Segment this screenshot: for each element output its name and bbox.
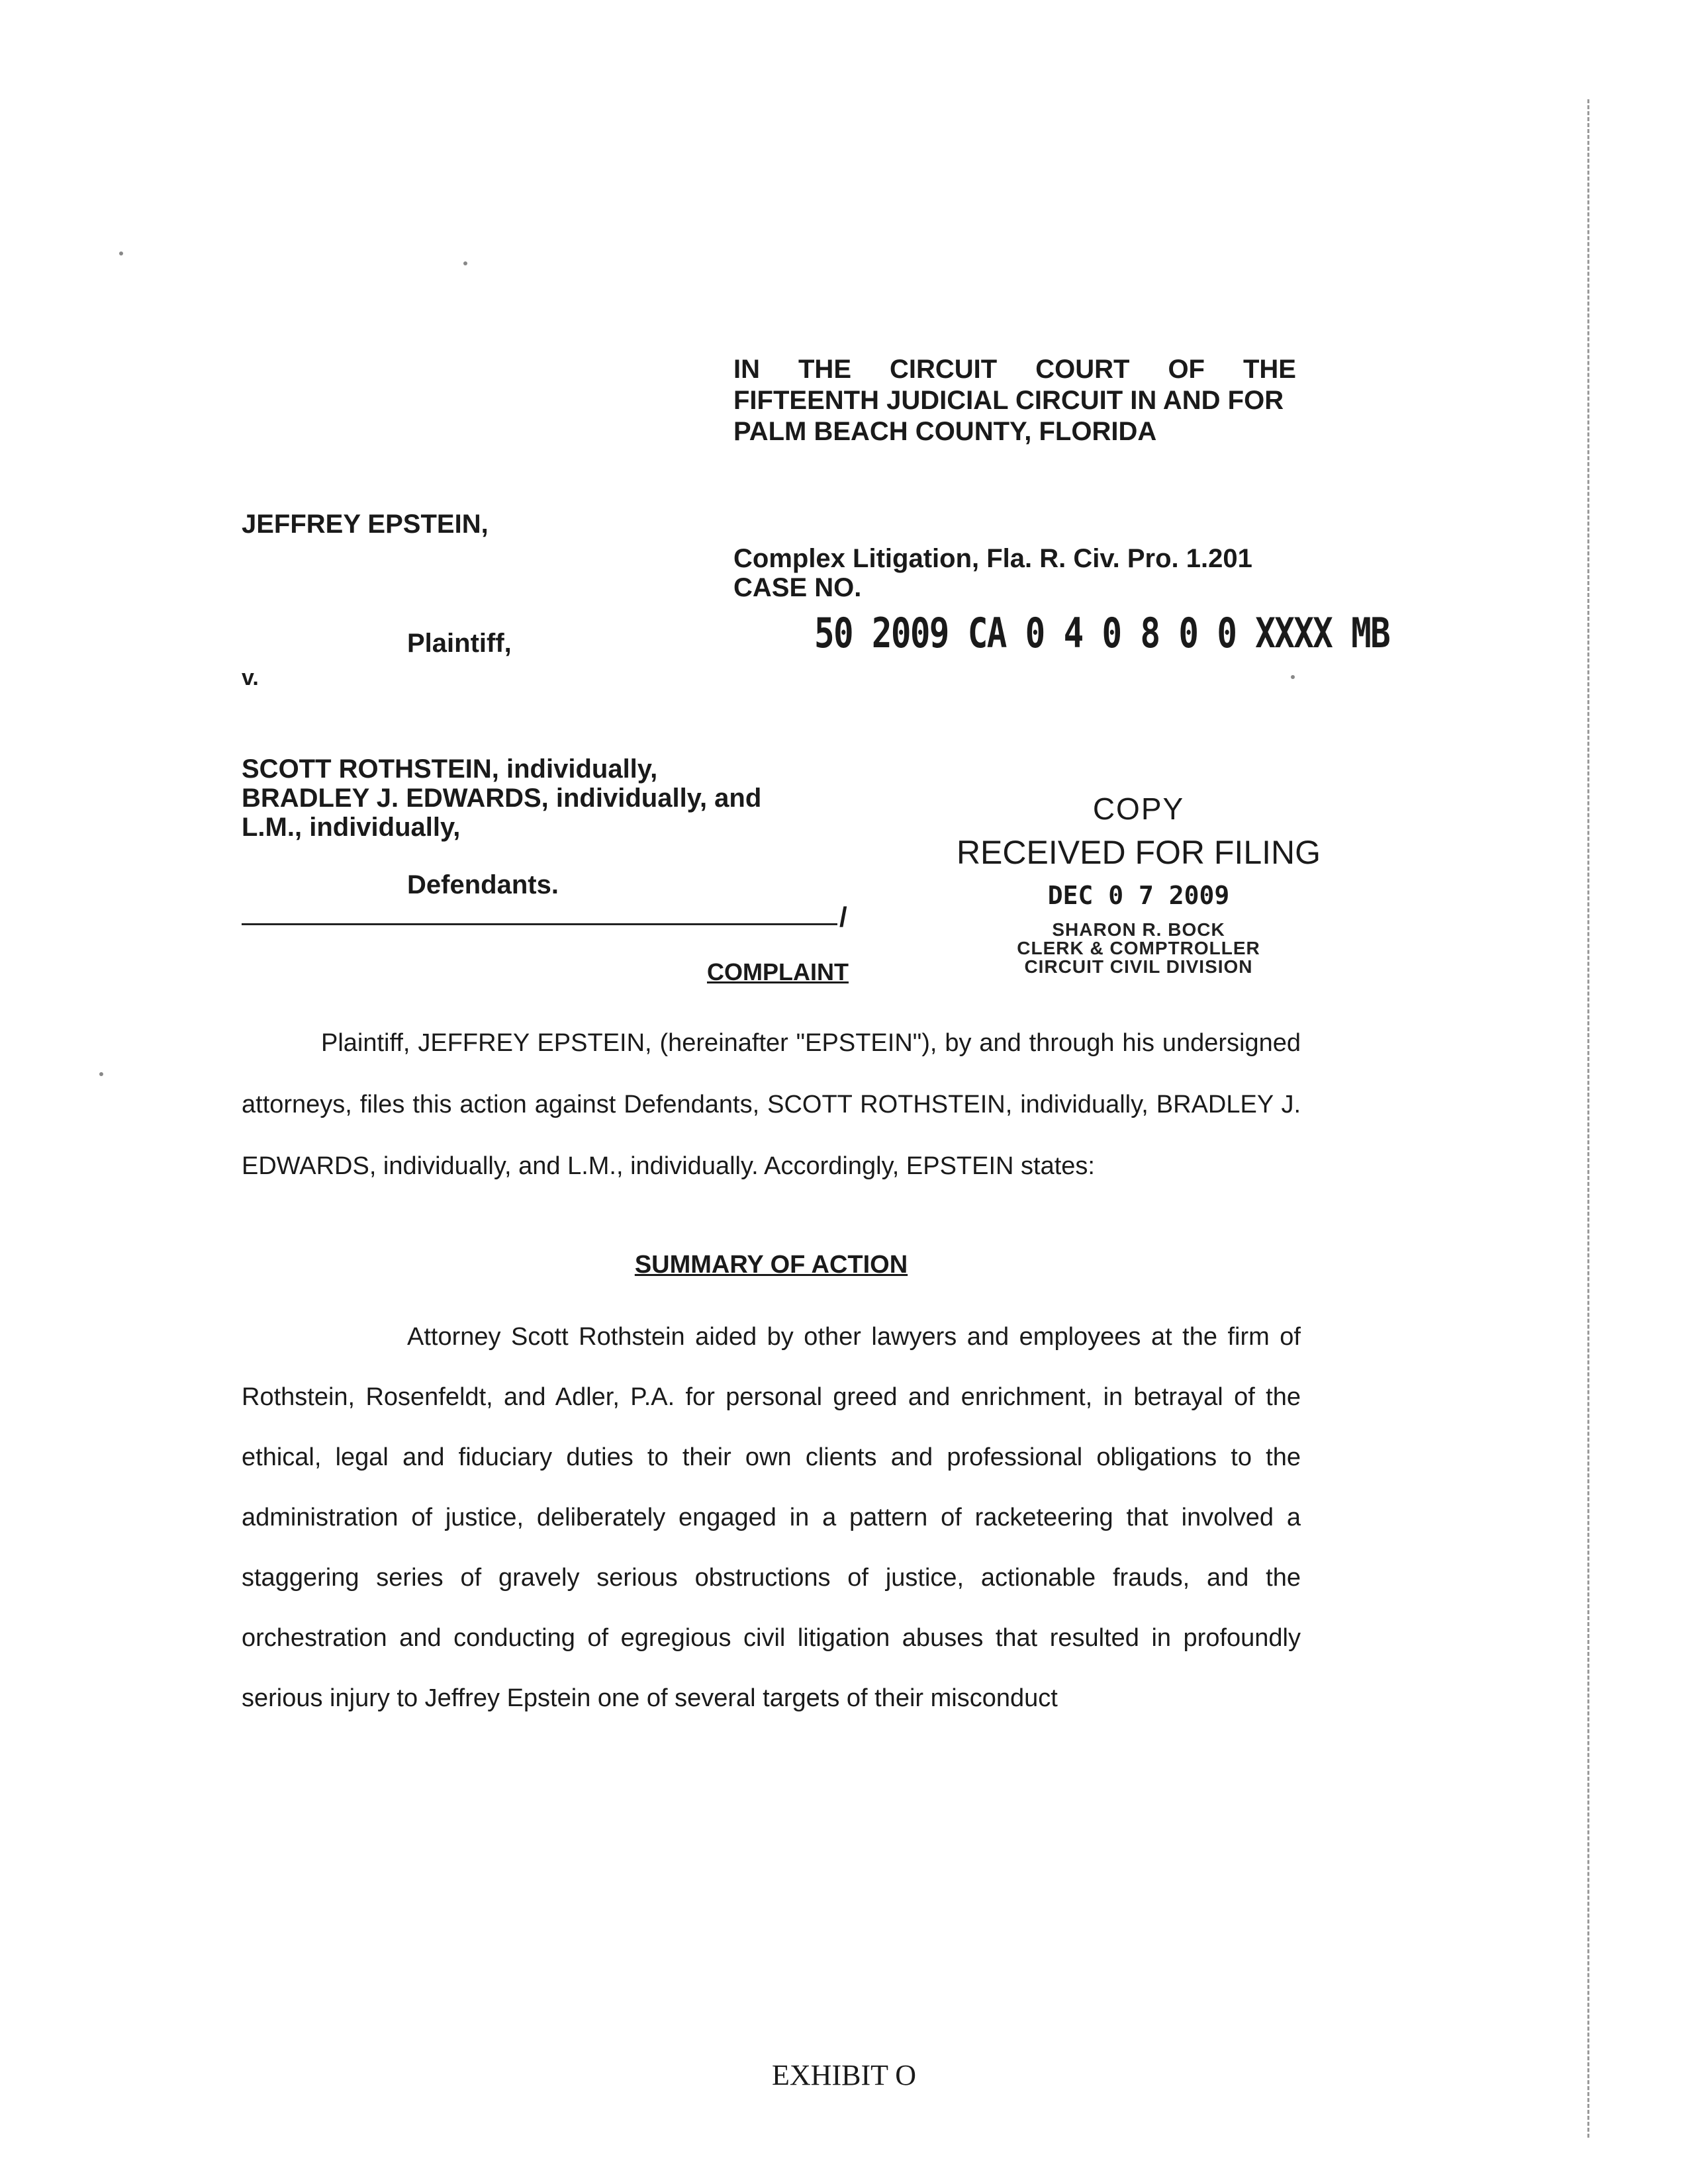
court-word: THE <box>798 355 851 384</box>
court-word: OF <box>1168 355 1205 384</box>
document-title: COMPLAINT <box>707 958 849 985</box>
stamp-clerk-name: SHARON R. BOCK <box>1052 919 1225 940</box>
filing-stamp <box>953 791 1324 976</box>
stamp-date: DEC 0 7 2009 <box>1047 881 1230 910</box>
scan-speck <box>99 1072 103 1076</box>
defendants-label: Defendants. <box>407 870 559 899</box>
case-info <box>733 544 1296 602</box>
stamp-clerk-block <box>1000 921 1278 976</box>
court-line-2: FIFTEENTH JUDICIAL CIRCUIT IN AND FOR <box>733 386 1284 415</box>
scan-speck <box>119 251 123 255</box>
caption-divider <box>242 923 837 925</box>
intro-text: Plaintiff, JEFFREY EPSTEIN, (hereinafter "EPSTEIN"), by and through his undersigned attorneys, files this action against Defendants, SCOTT ROTHSTEIN, individually, BRADLEY J. EDWARDS, individually, and L.M., individually. Accordingly, EPSTEIN states: <box>242 1029 1301 1180</box>
court-word: COURT <box>1035 355 1130 384</box>
defendant-1: SCOTT ROTHSTEIN, individually, <box>242 754 658 784</box>
caption-slash: / <box>839 901 847 933</box>
section-title: SUMMARY OF ACTION <box>634 1251 908 1279</box>
exhibit-label: EXHIBIT O <box>772 2059 916 2091</box>
defendant-3: L.M., individually, <box>242 813 461 842</box>
stamp-copy: COPY <box>1092 792 1185 826</box>
versus-label: v. <box>242 665 259 690</box>
scan-speck <box>1291 675 1295 679</box>
case-number: 50 2009 CA 0 4 0 8 0 0 XXXX MB <box>814 609 1390 657</box>
case-no-label: CASE NO. <box>733 573 862 602</box>
defendants-list <box>242 754 761 842</box>
stamp-clerk-title: CLERK & COMPTROLLER <box>1017 938 1260 958</box>
court-line-3: PALM BEACH COUNTY, FLORIDA <box>733 417 1157 446</box>
plaintiff-label: Plaintiff, <box>407 629 512 658</box>
defendant-2: BRADLEY J. EDWARDS, individually, and <box>242 784 762 813</box>
scan-edge-line <box>1587 99 1589 2138</box>
scan-speck <box>463 261 467 265</box>
court-word: IN <box>733 355 760 384</box>
court-line-1 <box>733 354 1296 385</box>
court-caption <box>733 354 1296 447</box>
intro-paragraph <box>242 1013 1301 1197</box>
summary-paragraph: Attorney Scott Rothstein aided by other lawyers and employees at the firm of Rothstein, Rosenfeldt, and Adler, P.A. for personal greed and enrichment, in betrayal of the ethical, legal and fiduciary duties to their own clients and professional obligations to the administration of justice, deliberately engaged in a pattern of racketeering that involved a staggering series of gravely serious obstructions of justice, actionable frauds, and the orchestration and conducting of egregious civil litigation abuses that resulted in profoundly serious injury to Jeffrey Epstein one of several targets of their misconduct <box>242 1323 1301 1712</box>
plaintiff-name: JEFFREY EPSTEIN, <box>242 510 489 539</box>
stamp-received: RECEIVED FOR FILING <box>956 834 1321 871</box>
complex-litigation-label: Complex Litigation, Fla. R. Civ. Pro. 1.201 <box>733 544 1252 573</box>
court-word: THE <box>1243 355 1296 384</box>
stamp-division: CIRCUIT CIVIL DIVISION <box>1024 956 1253 977</box>
court-word: CIRCUIT <box>890 355 998 384</box>
